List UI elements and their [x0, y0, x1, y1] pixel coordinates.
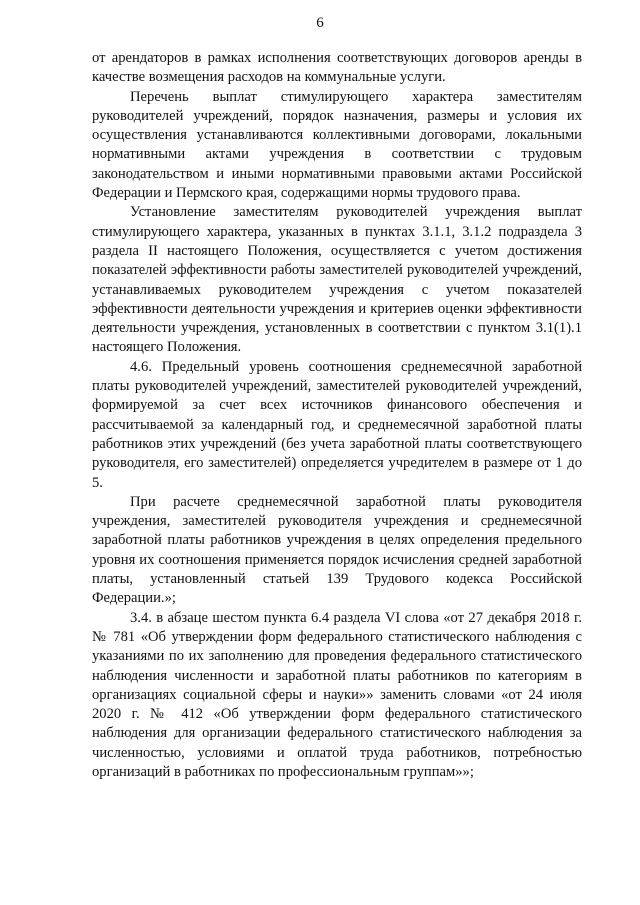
paragraph-incentive-list: Перечень выплат стимулирующего характера заместителям руководителей учреждений, порядок назначения, размеры и условия их осуществления устанавливаются коллективными договорами, локальными нормативными актами учреждения в соответствии с трудовым законодательством и иными нормативными правовыми актами Российской Федерации и Пермского края, содержащими нормы трудового права. [92, 88, 582, 202]
page-number: 6 [316, 15, 324, 31]
paragraph-3-4: 3.4. в абзаце шестом пункта 6.4 раздела VI слова «от 27 декабря 2018 г. № 781 «Об утверждении форм федерального статистического наблюдения с указаниями по их заполнению для проведения федерального статистического наблюдения численности и заработной платы работников по категориям в организациях социальной сферы и науки»» заменить словами «от 24 июля 2020 г. № 412 «Об утверждении форм федерального статистического наблюдения для организации федерального статистического наблюдения за численностью, условиями и оплатой труда работников, потребностью организаций в работниках по профессиональным группам»»; [92, 609, 582, 780]
paragraph-continuation: от арендаторов в рамках исполнения соответствующих договоров аренды в качестве возмещения расходов на коммунальные услуги. [92, 50, 582, 86]
paragraph-salary-calculation: При расчете среднемесячной заработной платы руководителя учреждения, заместителей руководителя учреждения и среднемесячной заработной платы работников учреждения в целях определения предельного уровня их соотношения применяется порядок исчисления средней заработной платы, установленный статьей 139 Трудового кодекса Российской Федерации.»; [92, 493, 582, 607]
paragraph-4-6: 4.6. Предельный уровень соотношения среднемесячной заработной платы руководителей учреждений, заместителей руководителей учреждений, формируемой за счет всех источников финансового обеспечения и рассчитываемой за календарный год, и среднемесячной заработной платы работников этих учреждений (без учета заработной платы соответствующего руководителя, его заместителей) определяется учредителем в размере от 1 до 5. [92, 358, 582, 491]
document-body [92, 49, 582, 782]
paragraph-incentive-establishment: Установление заместителям руководителей учреждения выплат стимулирующего характера, указанных в пунктах 3.1.1, 3.1.2 подраздела 3 раздела II настоящего Положения, осуществляется с учетом достижения показателей эффективности работы заместителей руководителей учреждений, устанавливаемых руководителем учреждения с учетом показателей эффективности деятельности учреждения и критериев оценки эффективности деятельности учреждения, установленных в соответствии с пунктом 3.1(1).1 настоящего Положения. [92, 204, 582, 356]
